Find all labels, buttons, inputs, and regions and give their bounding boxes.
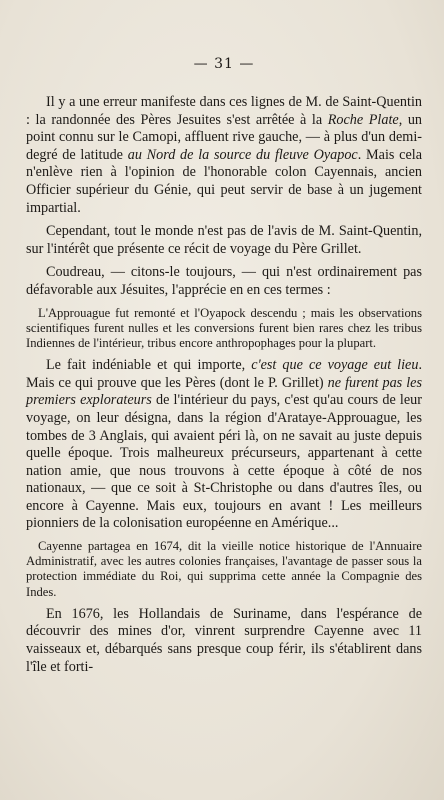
paragraph [26, 264, 422, 299]
text-run: Le fait indéniable et qui importe, [46, 357, 252, 374]
italic-text: ne furent pas les premiers explorateurs [26, 374, 422, 409]
text-run: Cependant, tout le monde n'est pas de l'avis de M. Saint-Quentin, sur l'intérêt que présente ce récit de voyage du Père Grillet. [26, 223, 422, 257]
paragraph [26, 606, 422, 676]
italic-text: au Nord de la source du fleuve Oyapoc [127, 146, 358, 163]
page-number: — 31 — [193, 56, 255, 72]
italic-text: c'est que ce voyage eut lieu [251, 357, 419, 374]
paragraph [26, 94, 422, 217]
paragraph [26, 357, 422, 533]
text-run: . Mais ce qui prouve que les Pères (dont le P. Grillet) [26, 357, 422, 391]
block-quote [26, 306, 422, 352]
text-run: Il y a une erreur manifeste dans ces lignes de M. de Saint-Quentin : la randonnée des Pères Jesuites s'est arrêtée à la [26, 94, 422, 128]
text-run: Cayenne partagea en 1674, dit la vieille notice historique de l'Annuaire Administratif, avec les autres colonies françaises, l'avantage de passer sous la protection immédiate du Roi, qui supprima cette année la Compagnie des Indes. [26, 539, 422, 599]
paragraph [26, 223, 422, 258]
text-run: Coudreau, — citons-le toujours, — qui n'est ordinairement pas défavorable aux Jésuites, l'apprécie en en ces termes : [26, 264, 422, 298]
text-run: . Mais cela n'enlève rien à l'opinion de l'honorable colon Cayennais, ancien Officier supérieur du Génie, qui peut servir de base à un jugement impartial. [26, 146, 422, 216]
text-run: , un point connu sur le Camopi, affluent rive gauche, — à plus d'un demi-degré de latitude [26, 111, 423, 163]
italic-text: Roche Plate [327, 111, 399, 128]
block-quote [26, 539, 422, 600]
text-run: En 1676, les Hollandais de Suriname, dans l'espérance de découvrir des mines d'or, vinrent surprendre Cayenne avec 11 vaisseaux et, débarqués sans presque coup férir, ils s'établirent dans l'île et forti- [26, 605, 422, 675]
page-body [26, 94, 422, 676]
text-run: L'Approuague fut remonté et l'Oyapock descendu ; mais les observations scientifiques furent nulles et les conversions furent bien rares chez les tribus Indiennes de l'intérieur, tribus encore anthropophages pour la plupart. [26, 305, 422, 350]
text-run: de l'intérieur du pays, c'est qu'au cours de leur voyage, on leur désigna, dans la région d'Arataye-Approuague, les tombes de 3 Anglais, qui avaient péri là, on ne savait au juste depuis quelle époque. Trois malheureux précurseurs, appartenant à cette nation amie, que nous trouvons à cette époque à côté de nos nationaux, — que ce soit à St-Christophe ou dans d'autres îles, ou encore à Cayenne. Mais eux, toujours en avant ! Les meilleurs pionniers de la colonisation européenne en Amérique... [26, 392, 422, 532]
